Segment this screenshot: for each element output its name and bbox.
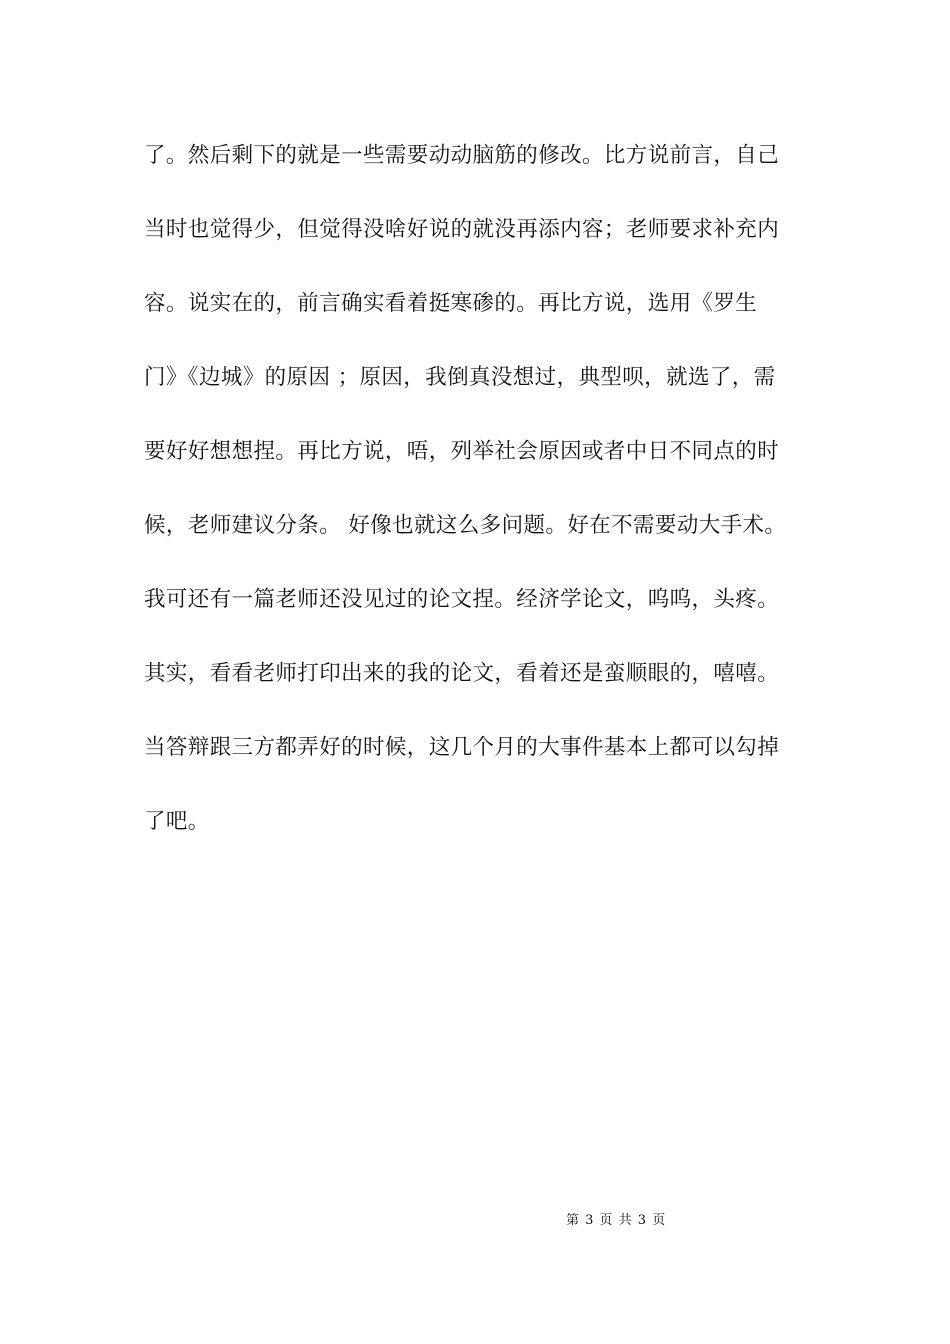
text-line: 门》《边城》的原因 ；原因，我倒真没想过，典型呗，就选了，需 xyxy=(144,365,776,390)
page-number-footer: 第 3 页 共 3 页 xyxy=(566,1213,667,1228)
body-text xyxy=(144,132,809,872)
text-line: 当答辩跟三方都弄好的时候，这几个月的大事件基本上都可以勾掉 xyxy=(144,735,780,760)
text-line: 要好好想想捏。再比方说，唔，列举社会原因或者中日不同点的时 xyxy=(144,439,780,464)
text-line: 了。然后剩下的就是一些需要动动脑筋的修改。比方说前言，自己 xyxy=(144,143,780,168)
text-line: 当时也觉得少，但觉得没啥好说的就没再添内容；老师要求补充内 xyxy=(144,217,780,242)
text-line: 我可还有一篇老师还没见过的论文捏。经济学论文，呜呜，头疼。 xyxy=(144,587,780,612)
text-line: 容。说实在的，前言确实看着挺寒碜的。再比方说，选用《罗生 xyxy=(144,291,758,316)
text-line: 候，老师建议分条。 好像也就这么多问题。好在不需要动大手术。 xyxy=(144,513,787,538)
text-line: 了吧。 xyxy=(144,809,210,834)
text-line: 其实，看看老师打印出来的我的论文，看着还是蛮顺眼的，嘻嘻。 xyxy=(144,661,780,686)
